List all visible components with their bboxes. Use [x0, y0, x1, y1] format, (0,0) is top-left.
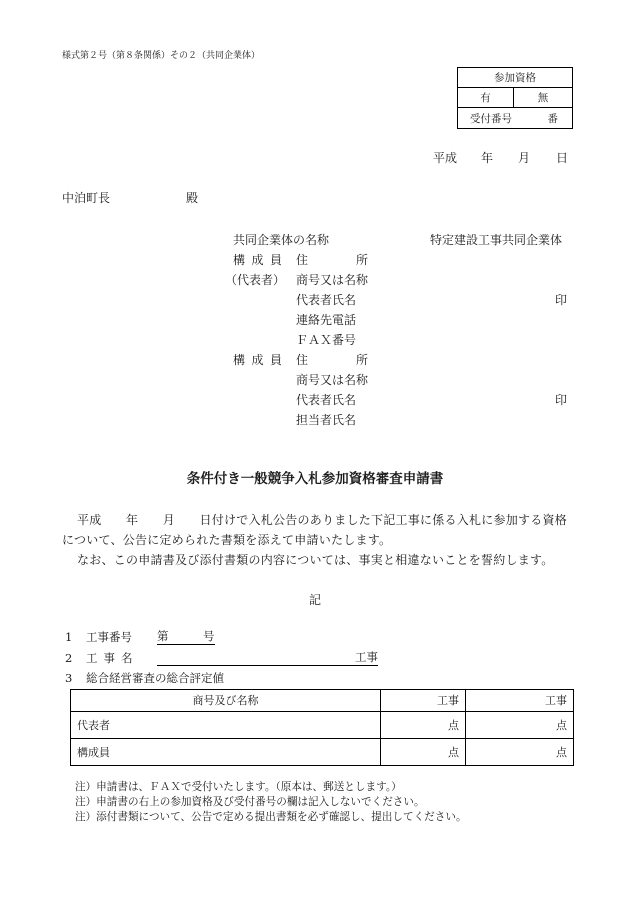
jv-name-value: 特定建設工事共同企業体 — [430, 233, 563, 247]
row-member-score-2: 点 — [466, 739, 574, 766]
item-2-value: 工事 — [157, 652, 378, 666]
qualification-row — [458, 88, 572, 108]
date-year: 年 — [481, 151, 494, 165]
representative-address-label: 住 所 — [296, 253, 369, 267]
header-work-1: 工事 — [381, 690, 466, 712]
rating-table — [70, 689, 574, 766]
representative-role-note: （代表者） — [225, 273, 286, 287]
body-line-1: 平成 年 月 日付けで入札公告のありました下記工事に係る入札に参加する資格 — [77, 513, 568, 527]
receipt-number-row — [458, 108, 572, 128]
jv-name-label: 共同企業体の名称 — [233, 233, 330, 247]
receipt-number-suffix: 番 — [547, 112, 558, 125]
row-representative-name: 代表者 — [71, 712, 381, 739]
note-1: 注）申請書は、ＦＡＸで受付いたします。（原本は、郵送とします。） — [75, 781, 402, 793]
item-3-number: 3 — [65, 671, 73, 685]
date-month: 月 — [518, 151, 531, 165]
addressee-name: 中泊町長 — [62, 191, 111, 205]
member-seal: 印 — [555, 393, 568, 407]
reception-box-header — [458, 68, 572, 88]
date-day: 日 — [556, 151, 569, 165]
representative-phone-label: 連絡先電話 — [296, 313, 357, 327]
receipt-number-label: 受付番号 — [470, 112, 512, 125]
item-3-label: 総合経営審査の総合評定値 — [86, 671, 224, 685]
row-member-name: 構成員 — [71, 739, 381, 766]
table-row — [71, 712, 574, 739]
date-era: 平成 — [433, 151, 458, 165]
representative-seal: 印 — [555, 293, 568, 307]
representative-fax-label: ＦＡＸ番号 — [296, 333, 357, 347]
qualification-yes: 有 — [458, 88, 514, 107]
item-2-label: 工事名 — [86, 651, 139, 665]
row-representative-score-1: 点 — [381, 712, 466, 739]
body-line-3: なお、この申請書及び添付書類の内容については、事実と相違ないことを誓約します。 — [77, 553, 554, 567]
document-title: 条件付き一般競争入札参加資格審査申請書 — [186, 471, 444, 487]
note-2: 注）申請書の右上の参加資格及び受付番号の欄は記入しないでください。 — [75, 796, 425, 808]
item-1-number: 1 — [65, 630, 73, 644]
member-role: 構成員 — [233, 353, 289, 367]
note-3: 注）添付書類について、公告で定める提出書類を必ず確認し、提出してください。 — [75, 811, 467, 823]
member-name-label: 代表者氏名 — [296, 393, 357, 407]
row-member-score-1: 点 — [381, 739, 466, 766]
qualification-no: 無 — [537, 92, 549, 104]
item-1-value: 第 号 — [157, 629, 215, 643]
reception-box — [457, 67, 573, 129]
member-contact-label: 担当者氏名 — [296, 413, 357, 427]
member-company-label: 商号又は名称 — [296, 373, 369, 387]
item-1-label: 工事番号 — [86, 630, 132, 644]
rating-table-header — [71, 690, 574, 712]
representative-role: 構成員 — [233, 253, 289, 267]
ki-heading: 記 — [308, 593, 321, 607]
representative-company-label: 商号又は名称 — [296, 273, 369, 287]
addressee-honorific: 殿 — [186, 191, 199, 205]
row-representative-score-2: 点 — [466, 712, 574, 739]
table-row — [71, 739, 574, 766]
form-number: 様式第２号（第８条関係）その２（共同企業体） — [62, 51, 261, 61]
member-address-label: 住 所 — [296, 353, 369, 367]
item-2-number: 2 — [65, 651, 73, 665]
body-line-2: について、公告に定められた書類を添えて申請いたします。 — [62, 533, 392, 547]
header-company-name: 商号及び名称 — [71, 690, 381, 712]
qualification-label: 参加資格 — [494, 72, 536, 84]
header-work-2: 工事 — [466, 690, 574, 712]
representative-name-label: 代表者氏名 — [296, 293, 357, 307]
